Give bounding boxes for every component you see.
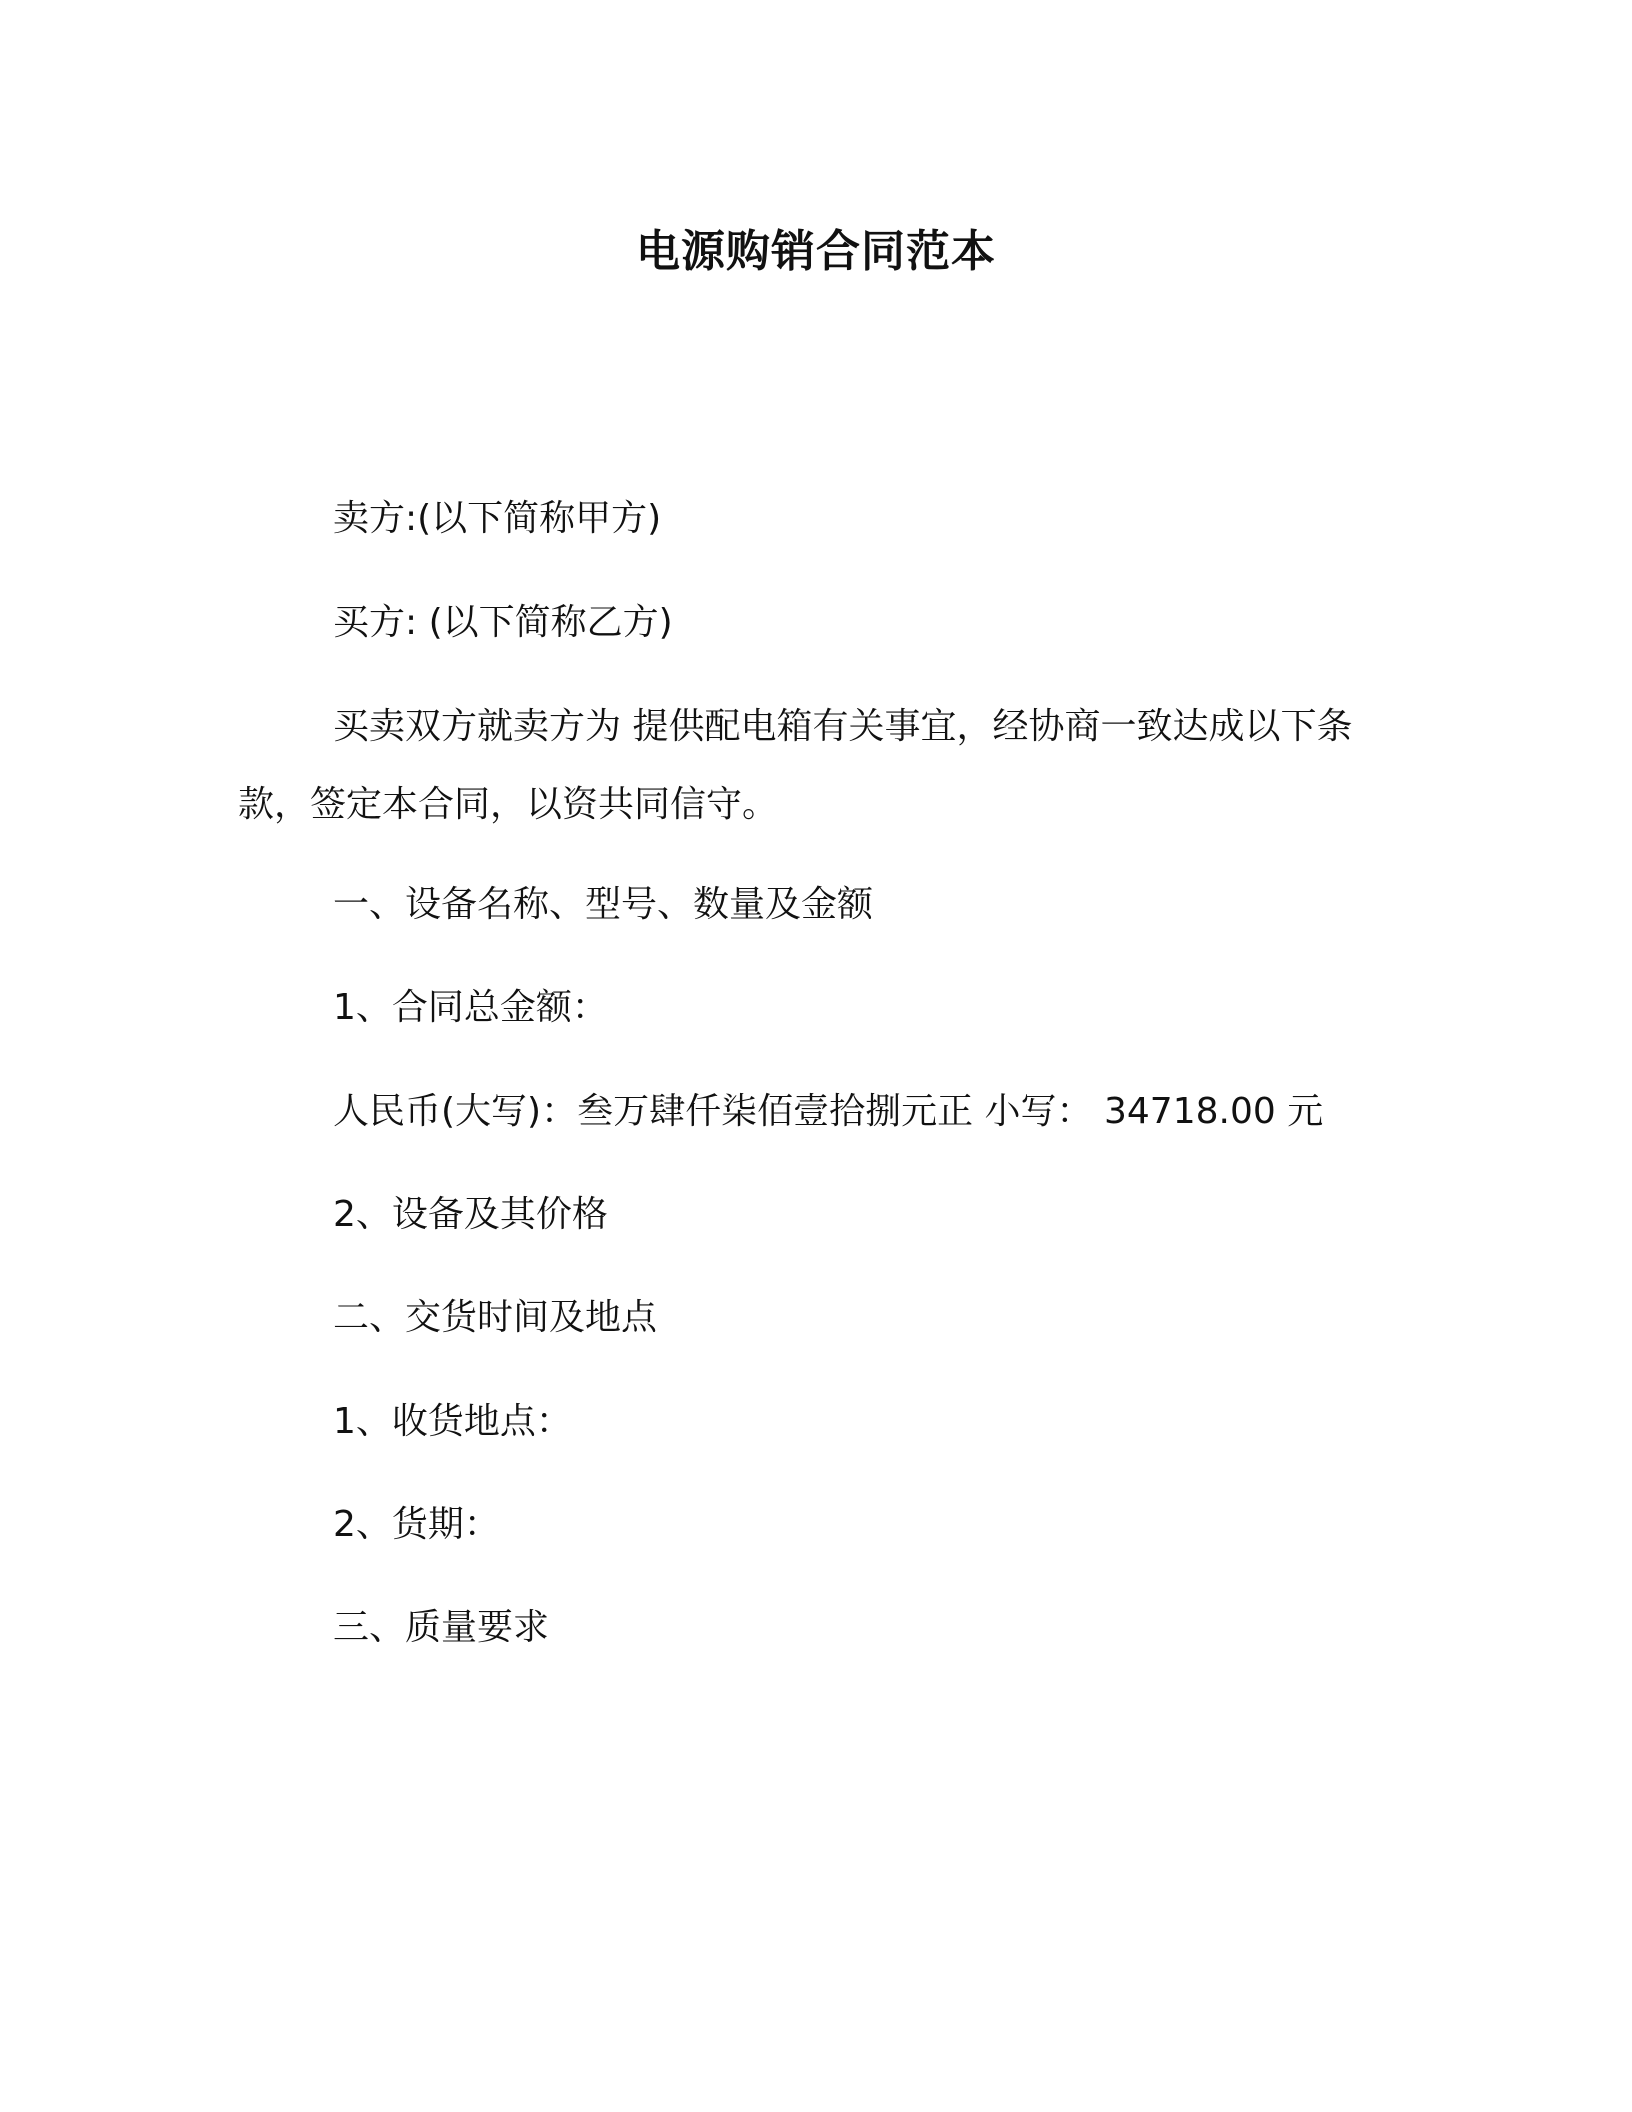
section3-heading: 三、质量要求 — [333, 1607, 550, 1648]
section1-amount: 人民币(大写)：叁万肆仟柒佰壹拾捌元正 小写： 34718.00 元 — [333, 1091, 1324, 1132]
document-title: 电源购销合同范本 — [636, 226, 996, 277]
section1-item2: 2、设备及其价格 — [333, 1194, 608, 1235]
section1-item1: 1、合同总金额： — [333, 987, 608, 1028]
section2-item2: 2、货期： — [333, 1504, 500, 1545]
section2-item1: 1、收货地点： — [333, 1401, 572, 1442]
seller-line: 卖方:(以下简称甲方) — [333, 498, 662, 539]
section1-heading: 一、设备名称、型号、数量及金额 — [333, 884, 874, 925]
buyer-line: 买方: (以下简称乙方) — [333, 602, 673, 643]
intro-paragraph: 买卖双方就卖方为 提供配电箱有关事宜，经协商一致达成以下条款，签定本合同，以资共同信守。 — [238, 706, 1353, 825]
section2-heading: 二、交货时间及地点 — [333, 1297, 658, 1338]
